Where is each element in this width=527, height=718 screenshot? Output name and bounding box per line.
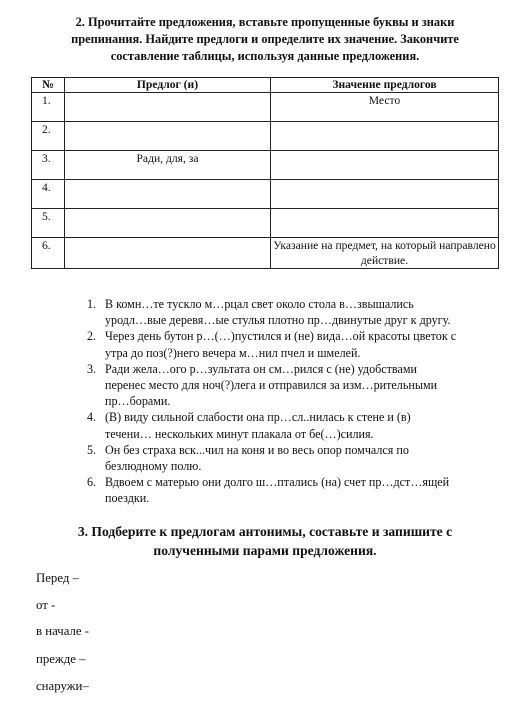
sentence-line: В комн…те тускло м…рцал свет около стола в…звышались bbox=[105, 297, 414, 311]
row-number: 1. bbox=[32, 93, 65, 122]
sentence-line: (В) виду сильной слабости она пр…сл..нилась к стене и (в) bbox=[105, 410, 411, 425]
table-row bbox=[32, 151, 499, 180]
sentence-number: 6. bbox=[87, 475, 97, 490]
antonym-prompt: снаружи– bbox=[36, 679, 89, 693]
sentence-line: безлюдному полю. bbox=[105, 459, 202, 474]
sentence-item bbox=[83, 442, 501, 474]
task2-title-line: 2. Прочитайте предложения, вставьте пропущенные буквы и знаки bbox=[75, 15, 455, 29]
row-preposition-cell[interactable] bbox=[65, 122, 271, 151]
task2-title-line: составление таблицы, используя данные предложения. bbox=[110, 49, 420, 63]
antonym-prompt: в начале - bbox=[36, 624, 90, 638]
row-meaning-cell[interactable] bbox=[271, 209, 499, 238]
prepositions-table bbox=[31, 77, 499, 269]
row-preposition-cell[interactable] bbox=[65, 238, 271, 269]
table-row bbox=[32, 93, 499, 122]
antonym-prompt: Перед – bbox=[36, 571, 79, 585]
row-number: 2. bbox=[32, 122, 65, 151]
sentence-number: 4. bbox=[87, 410, 97, 425]
sentence-item bbox=[83, 361, 501, 410]
row-preposition-cell[interactable]: Ради, для, за bbox=[65, 151, 271, 180]
table-row bbox=[32, 238, 499, 269]
row-meaning-cell[interactable] bbox=[271, 180, 499, 209]
sentence-line: Он без страха вск...чил на коня и во весь опор помчался по bbox=[105, 442, 409, 457]
table-header-row bbox=[32, 78, 499, 93]
sentence-line: уродл…вые деревя…ые стулья плотно пр…двинутые друг к другу. bbox=[105, 313, 451, 328]
sentence-line: течени… нескольких минут плакала от бе(…)силия. bbox=[105, 426, 374, 441]
row-number: 5. bbox=[32, 209, 65, 238]
sentence-number: 5. bbox=[87, 442, 97, 457]
sentence-line: утра до поз(?)него вечера м…нил пчел и шмелей. bbox=[105, 345, 361, 360]
header-meaning: Значение предлогов bbox=[271, 78, 499, 93]
sentence-item bbox=[83, 328, 501, 360]
table-row bbox=[32, 209, 499, 238]
row-meaning-cell[interactable]: Указание на предмет, на который направлено действие. bbox=[271, 238, 499, 269]
sentence-line: поездки. bbox=[105, 491, 150, 506]
sentence-item bbox=[83, 296, 501, 328]
header-preposition: Предлог (и) bbox=[65, 78, 271, 93]
task3-title bbox=[30, 522, 500, 560]
sentence-line: Через день бутон р…(…)пустился и (не) вида…ой красоты цветок с bbox=[105, 329, 457, 344]
task2-title-line: препинания. Найдите предлоги и определите их значение. Закончите bbox=[71, 32, 459, 46]
row-meaning-cell[interactable] bbox=[271, 151, 499, 180]
header-number: № bbox=[32, 78, 65, 93]
sentence-line: Вдвоем с матерью они долго ш…птались (на) счет пр…дст…ящей bbox=[105, 475, 450, 490]
sentence-number: 2. bbox=[87, 329, 97, 344]
antonym-prompt: прежде – bbox=[36, 652, 86, 666]
sentence-item bbox=[83, 409, 501, 441]
antonym-prompt: от - bbox=[36, 598, 56, 612]
row-number: 3. bbox=[32, 151, 65, 180]
table-row bbox=[32, 180, 499, 209]
task3-title-line: 3. Подберите к предлогам антонимы, составьте и запишите с bbox=[77, 524, 453, 539]
sentence-item bbox=[83, 474, 501, 506]
sentence-line: Ради жела…ого р…зультата он см…рился с (не) удобствами bbox=[105, 361, 417, 376]
row-meaning-cell[interactable]: Место bbox=[271, 93, 499, 122]
row-preposition-cell[interactable] bbox=[65, 209, 271, 238]
task3-title-line: полученными парами предложения. bbox=[153, 543, 377, 558]
row-number: 4. bbox=[32, 180, 65, 209]
sentences-list bbox=[83, 296, 501, 507]
sentence-number: 1. bbox=[87, 297, 97, 311]
sentence-line: пр…борами. bbox=[105, 394, 171, 409]
sentence-number: 3. bbox=[87, 361, 97, 376]
sentence-line: перенес место для ноч(?)лега и отправился за изм…рительными bbox=[105, 378, 438, 393]
row-number: 6. bbox=[32, 238, 65, 269]
task2-title bbox=[30, 14, 500, 65]
row-preposition-cell[interactable] bbox=[65, 180, 271, 209]
row-preposition-cell[interactable] bbox=[65, 93, 271, 122]
row-meaning-cell[interactable] bbox=[271, 122, 499, 151]
table-row bbox=[32, 122, 499, 151]
